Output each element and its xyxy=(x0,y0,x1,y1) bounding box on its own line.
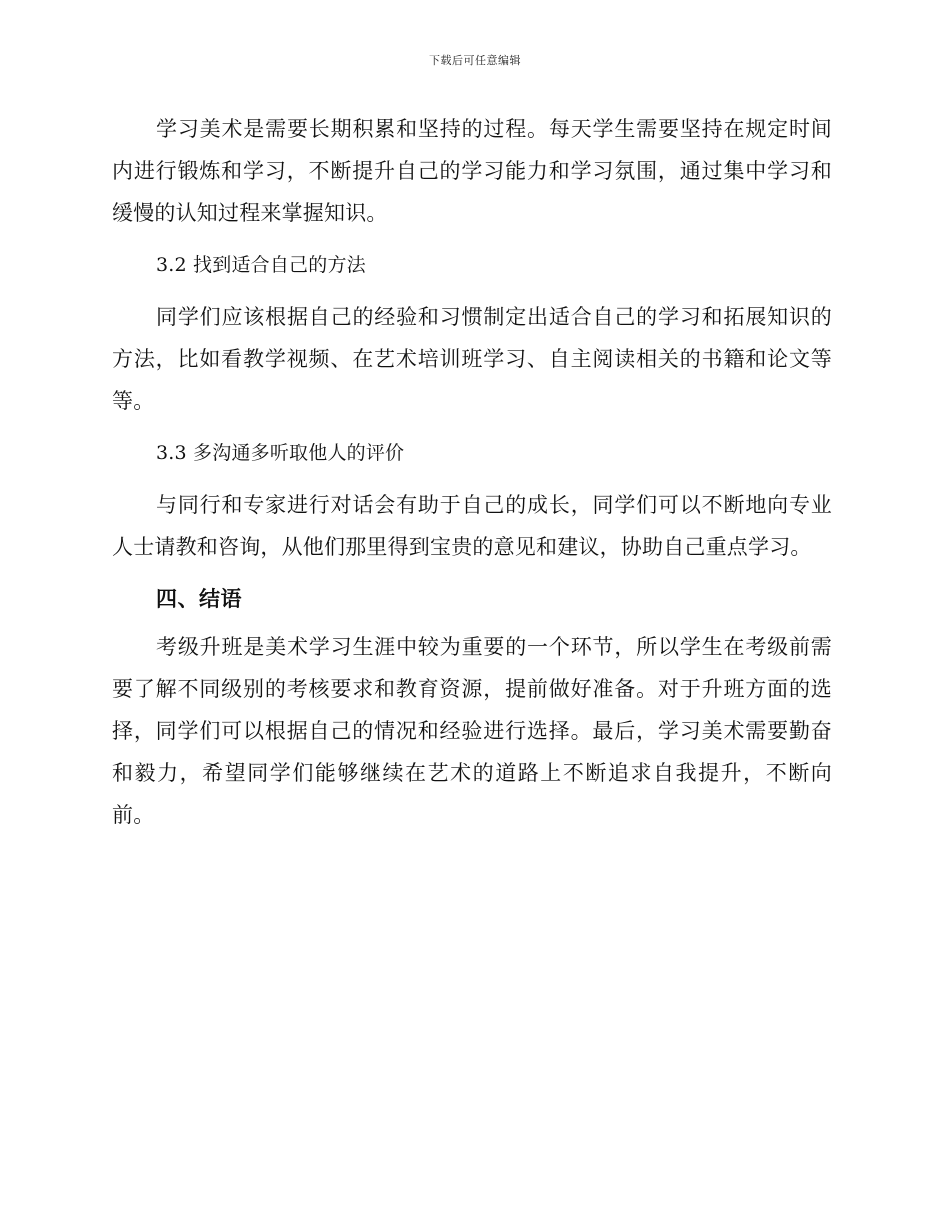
paragraph-methods: 同学们应该根据自己的经验和习惯制定出适合自己的学习和拓展知识的方法，比如看教学视频、在艺术培训班学习、自主阅读相关的书籍和论文等等。 xyxy=(112,305,832,413)
document-body xyxy=(112,108,832,846)
paragraph-persistence: 学习美术是需要长期积累和坚持的过程。每天学生需要坚持在规定时间内进行锻炼和学习，不断提升自己的学习能力和学习氛围，通过集中学习和缓慢的认知过程来掌握知识。 xyxy=(112,117,832,225)
subheading-3-2: 3.2 找到适合自己的方法 xyxy=(156,254,366,276)
section-title-conclusion: 四、结语 xyxy=(156,587,242,611)
paragraph-communication: 与同行和专家进行对话会有助于自己的成长，同学们可以不断地向专业人士请教和咨询，从他们那里得到宝贵的意见和建议，协助自己重点学习。 xyxy=(112,493,832,559)
paragraph-conclusion: 考级升班是美术学习生涯中较为重要的一个环节，所以学生在考级前需要了解不同级别的考核要求和教育资源，提前做好准备。对于升班方面的选择，同学们可以根据自己的情况和经验进行选择。最后，学习美术需要勤奋和毅力，希望同学们能够继续在艺术的道路上不断追求自我提升，不断向前。 xyxy=(112,635,832,827)
page-header: 下载后可任意编辑 xyxy=(429,54,521,67)
subheading-3-3: 3.3 多沟通多听取他人的评价 xyxy=(156,442,405,464)
